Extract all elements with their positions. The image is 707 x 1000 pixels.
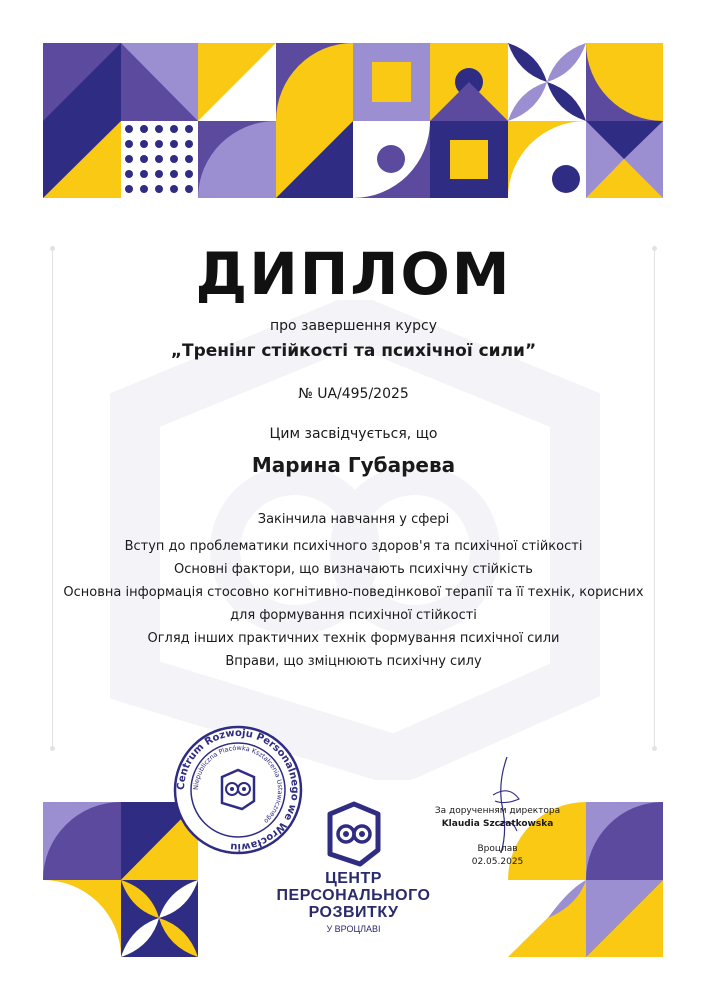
seal-outer-text: Centrum Rozwoju Personalnego we Wrocławiu	[175, 727, 301, 853]
certificate-number: № UA/495/2025	[298, 386, 409, 402]
signing-date: 02.05.2025	[471, 857, 524, 867]
top-decorative-pattern	[43, 43, 663, 198]
topic-item: Вправи, що зміцнюють психічну силу	[225, 654, 482, 669]
topic-item: Основні фактори, що визначають психічну стійкість	[174, 562, 533, 577]
scope-intro: Закінчила навчання у сфері	[257, 512, 450, 527]
diploma-title: ДИПЛОМ	[195, 240, 512, 308]
owl-shield-icon	[324, 800, 384, 870]
topics-list	[0, 535, 707, 673]
confirmation-text: Цим засвідчується, що	[269, 426, 438, 442]
course-intro: про завершення курсу	[269, 318, 438, 334]
recipient-name: Марина Губарева	[251, 453, 456, 477]
logo-line-3: РОЗВИТКУ	[308, 904, 399, 921]
organization-logo	[276, 800, 431, 950]
topic-item: Огляд інших практичних технік формування психічної сили	[147, 631, 560, 646]
signature-block	[420, 805, 575, 869]
frame-dot	[652, 746, 657, 751]
signatory-name: Klaudia Szczatkowska	[441, 819, 554, 829]
seal-inner-text: Niepubliczna Placówka Kształcenia Ustawicznego	[191, 743, 285, 826]
logo-subtitle: У ВРОЦЛАВІ	[326, 924, 381, 934]
topic-item: Основна інформація стосовно когнітивно-поведінкової терапії та її технік, корисних	[63, 585, 644, 600]
topic-item: для формування психічної стійкості	[230, 608, 477, 623]
course-name: „Тренінг стійкості та психічної сили”	[170, 341, 537, 361]
logo-line-2: ПЕРСОНАЛЬНОГО	[276, 887, 431, 904]
logo-line-1: ЦЕНТР	[325, 870, 382, 887]
signing-city: Вроцлав	[477, 844, 518, 854]
signatory-role: За дорученням директора	[434, 806, 561, 816]
frame-dot	[50, 746, 55, 751]
topic-item: Вступ до проблематики психічного здоров'я та психічної стійкості	[124, 539, 583, 554]
